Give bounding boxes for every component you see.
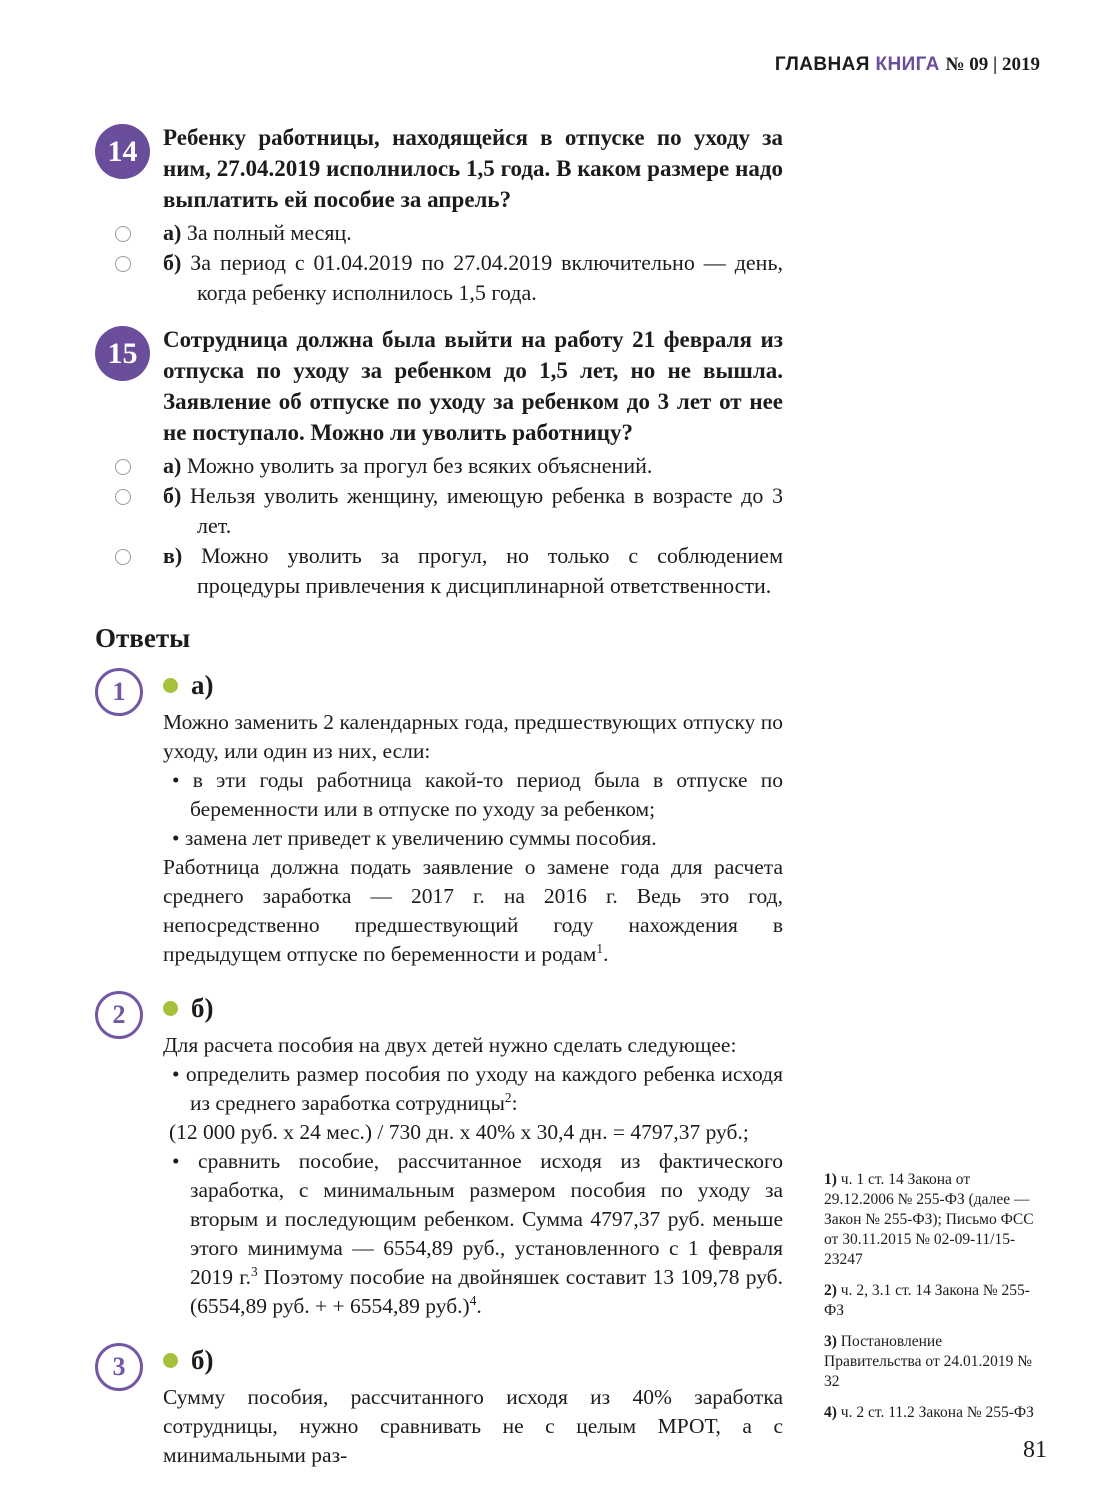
radio-circle-icon bbox=[115, 549, 131, 565]
footnote-ref: 1 bbox=[596, 940, 604, 956]
option-letter: а) bbox=[163, 220, 182, 245]
radio-circle-icon bbox=[115, 226, 131, 242]
answer-letter: б) bbox=[191, 992, 214, 1023]
answer-list-item: • определить размер пособия по уходу на каждого ребенка исходя из среднего заработка сотрудницы$^2$: bbox=[163, 1060, 783, 1118]
question-block bbox=[95, 122, 783, 308]
answer-list-item: • сравнить пособие, рассчитанное исходя из фактического заработка, с минимальным размером пособия по уходу за вторым и последующим ребенком. Сумма 4797,37 руб. меньше этого минимума — 6554,89 руб., установленного с 1 февраля 2019 г.$^3$ Поэтому пособие на двойняшек составит 13 109,78 руб. (6554,89 руб. + + 6554,89 руб.)$^4$. bbox=[163, 1147, 783, 1321]
answer-letter-row bbox=[163, 1343, 783, 1377]
answer-number-badge: 2 bbox=[95, 991, 143, 1039]
answers-section bbox=[95, 668, 783, 1470]
questions-section bbox=[95, 122, 783, 601]
answer-list-item: • замена лет приведет к увеличению суммы пособия. bbox=[163, 824, 783, 853]
answer-paragraph: Работница должна подать заявление о замене года для расчета среднего заработка — 2017 г. на 2016 г. Ведь это год, непосредственно предшествующий году нахождения в предыдущем отпуске по беременности и родам$^1$. bbox=[163, 855, 783, 966]
answer-option: а) Можно уволить за прогул без всяких объяснений. bbox=[163, 451, 783, 481]
footnote-marker: 3) bbox=[824, 1333, 837, 1350]
answer-letter: а) bbox=[191, 669, 214, 700]
answer-list-item: • в эти годы работница какой-то период была в отпуске по беременности или в отпуске по уходу за ребенком; bbox=[163, 766, 783, 824]
answers-heading: Ответы bbox=[95, 623, 191, 653]
page-number: 81 bbox=[1023, 1437, 1047, 1463]
radio-circle-icon bbox=[115, 489, 131, 505]
question-options bbox=[95, 451, 783, 601]
answer-option: а) За полный месяц. bbox=[163, 218, 783, 248]
brand-name-first: ГЛАВНАЯ bbox=[774, 54, 870, 75]
page-header bbox=[775, 54, 1040, 76]
question-options bbox=[95, 218, 783, 308]
brand-name-second: КНИГА bbox=[875, 54, 940, 75]
answer-letter: б) bbox=[191, 1344, 214, 1375]
answer-letter-row bbox=[163, 991, 783, 1025]
answer-paragraph: Сумму пособия, рассчитанного исходя из 40% заработка сотрудницы, нужно сравнивать не с целым МРОТ, а с минимальными раз- bbox=[163, 1385, 783, 1467]
footnote-marker: 1) bbox=[824, 1171, 837, 1188]
answer-bullet-icon bbox=[163, 1353, 178, 1368]
option-letter: б) bbox=[163, 483, 182, 508]
answer-bullet-icon bbox=[163, 678, 178, 693]
footnote: 4) ч. 2 ст. 11.2 Закона № 255-ФЗ bbox=[824, 1404, 1034, 1421]
answer-bullet-icon bbox=[163, 1001, 178, 1016]
footnote-marker: 4) bbox=[824, 1404, 837, 1421]
answer-paragraph: Можно заменить 2 календарных года, предшествующих отпуску по уходу, или один из них, если: bbox=[163, 710, 783, 763]
answer-option: б) Нельзя уволить женщину, имеющую ребенка в возрасте до 3 лет. bbox=[163, 481, 783, 541]
footnote: 3) Постановление Правительства от 24.01.2019 № 32 bbox=[824, 1333, 1033, 1390]
footnote: 1) ч. 1 ст. 14 Закона от 29.12.2006 № 255-ФЗ (далее — Закон № 255-ФЗ); Письмо ФСС от 30.11.2015 № 02-09-11/15-23247 bbox=[824, 1171, 1034, 1268]
footnote: 2) ч. 2, 3.1 ст. 14 Закона № 255-ФЗ bbox=[824, 1282, 1030, 1319]
answer-paragraph: Для расчета пособия на двух детей нужно сделать следующее: bbox=[163, 1033, 737, 1057]
answer-body bbox=[163, 1383, 783, 1470]
radio-circle-icon bbox=[115, 256, 131, 272]
question-number-badge: 14 bbox=[95, 124, 150, 179]
footnote-ref: 4 bbox=[469, 1292, 477, 1308]
option-letter: а) bbox=[163, 453, 182, 478]
answer-block bbox=[112, 668, 783, 969]
question-number-badge: 15 bbox=[95, 326, 150, 381]
question-block bbox=[95, 324, 783, 601]
answer-block bbox=[112, 1343, 783, 1470]
footnotes-column bbox=[824, 1170, 1042, 1434]
answer-body bbox=[163, 708, 783, 969]
answer-number-badge: 1 bbox=[95, 668, 143, 716]
footnote-marker: 2) bbox=[824, 1282, 837, 1299]
question-text: Ребенку работницы, находящейся в отпуске по уходу за ним, 27.04.2019 исполнилось 1,5 года. В каком размере надо выплатить ей пособие за апрель? bbox=[163, 125, 783, 212]
answer-body bbox=[163, 1031, 783, 1321]
option-letter: б) bbox=[163, 250, 182, 275]
radio-circle-icon bbox=[115, 459, 131, 475]
answer-option: в) Можно уволить за прогул, но только с соблюдением процедуры привлечения к дисциплинарной ответственности. bbox=[163, 541, 783, 601]
issue-number: № 09 | 2019 bbox=[945, 54, 1040, 75]
footnote-ref: 3 bbox=[251, 1263, 258, 1279]
answer-formula-line: (12 000 руб. х 24 мес.) / 730 дн. х 40% х 30,4 дн. = 4797,37 руб.; bbox=[169, 1120, 749, 1144]
main-column bbox=[95, 122, 783, 1492]
answer-letter-row bbox=[163, 668, 783, 702]
answer-number-badge: 3 bbox=[95, 1343, 143, 1391]
footnote-ref: 2 bbox=[504, 1089, 512, 1105]
answer-block bbox=[112, 991, 783, 1321]
option-letter: в) bbox=[163, 543, 183, 568]
answer-option: б) За период с 01.04.2019 по 27.04.2019 включительно — день, когда ребенку исполнилось 1,5 года. bbox=[163, 248, 783, 308]
question-text: Сотрудница должна была выйти на работу 21 февраля из отпуска по уходу за ребенком до 1,5 лет, но не вышла. Заявление об отпуске по уходу за ребенком до 3 лет от нее не поступало. Можно ли уволить работницу? bbox=[163, 327, 783, 445]
